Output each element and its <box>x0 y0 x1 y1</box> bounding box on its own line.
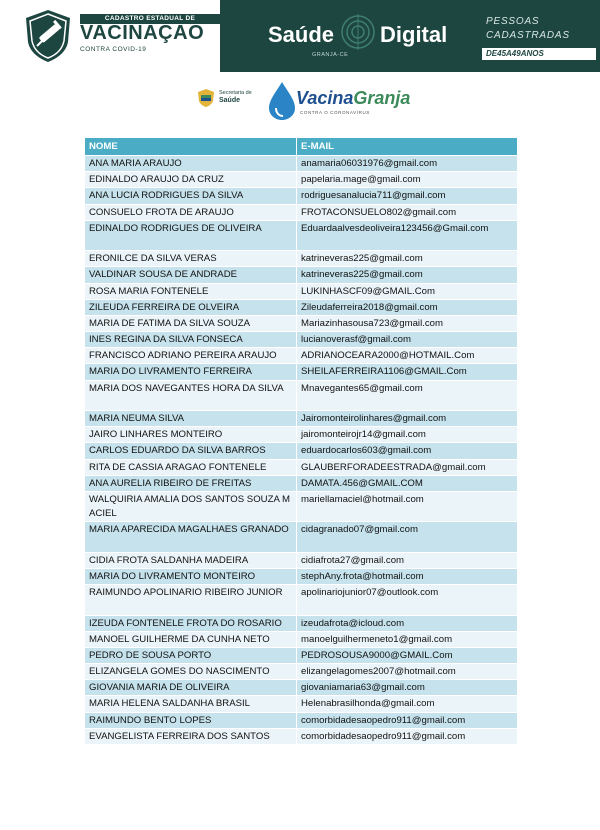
cadastro-subtitle: CONTRA COVID-19 <box>80 46 147 53</box>
person-name-cell: ANA MARIA ARAUJO <box>85 156 297 172</box>
person-email-cell: Jairomonteirolinhares@gmail.com <box>297 411 518 427</box>
digital-word: Digital <box>380 22 448 47</box>
person-name-cell: EDINALDO RODRIGUES DE OLIVEIRA <box>85 220 297 250</box>
vaccine-shield-icon <box>22 8 74 64</box>
secretaria-line2: Saúde <box>219 97 241 104</box>
person-name-cell: RAIMUNDO BENTO LOPES <box>85 712 297 728</box>
table-row <box>85 680 518 696</box>
secretaria-logo <box>196 88 264 108</box>
table-row <box>85 251 518 267</box>
person-email-cell: elizangelagomes2007@hotmail.com <box>297 664 518 680</box>
secretaria-line1: Secretaria de <box>219 90 252 96</box>
person-name-cell: GIOVANIA MARIA DE OLIVEIRA <box>85 680 297 696</box>
person-name-cell: EDINALDO ARAUJO DA CRUZ <box>85 172 297 188</box>
table-row <box>85 427 518 443</box>
table-row <box>85 728 518 744</box>
person-name-cell: MARIA DOS NAVEGANTES HORA DA SILVA <box>85 380 297 410</box>
cadastro-title: VACINAÇÃO <box>80 22 205 44</box>
table-row <box>85 585 518 615</box>
person-email-cell: Mnavegantes65@gmail.com <box>297 380 518 410</box>
person-email-cell: jairomonteirojr14@gmail.com <box>297 427 518 443</box>
person-name-cell: MARIA DO LIVRAMENTO MONTEIRO <box>85 568 297 584</box>
vacina-subtitle: CONTRA O CORONAVÍRUS <box>300 110 370 115</box>
person-email-cell: FROTACONSUELO802@gmail.com <box>297 204 518 220</box>
person-email-cell: apolinariojunior07@outlook.com <box>297 585 518 615</box>
table-row <box>85 491 518 521</box>
person-name-cell: ANA LUCIA RODRIGUES DA SILVA <box>85 188 297 204</box>
person-name-cell: ZILEUDA FERREIRA DE OLVEIRA <box>85 299 297 315</box>
person-email-cell: GLAUBERFORADEESTRADA@gmail.com <box>297 459 518 475</box>
person-email-cell: DAMATA.456@GMAIL.COM <box>297 475 518 491</box>
person-email-cell: rodriguesanalucia711@gmail.com <box>297 188 518 204</box>
person-name-cell: WALQUIRIA AMALIA DOS SANTOS SOUZA MACIEL <box>85 491 297 521</box>
person-name-cell: MANOEL GUILHERME DA CUNHA NETO <box>85 631 297 647</box>
table-row <box>85 315 518 331</box>
person-name-cell: ANA AURELIA RIBEIRO DE FREITAS <box>85 475 297 491</box>
table-row <box>85 552 518 568</box>
table-row <box>85 664 518 680</box>
person-email-cell: katrineveras225@gmail.com <box>297 267 518 283</box>
table-row <box>85 411 518 427</box>
table-row <box>85 220 518 250</box>
table-row <box>85 712 518 728</box>
vacina-word: Vacina <box>296 88 354 108</box>
header-banner <box>0 0 600 72</box>
table-row <box>85 364 518 380</box>
person-email-cell: lucianoverasf@gmail.com <box>297 332 518 348</box>
person-email-cell: Helenabrasilhonda@gmail.com <box>297 696 518 712</box>
table-row <box>85 443 518 459</box>
person-email-cell: anamaria06031976@gmail.com <box>297 156 518 172</box>
table-row <box>85 283 518 299</box>
table-row <box>85 188 518 204</box>
table-row <box>85 156 518 172</box>
person-email-cell: Eduardaalvesdeoliveira123456@Gmail.com <box>297 220 518 250</box>
person-email-cell: comorbidadesaopedro911@gmail.com <box>297 712 518 728</box>
person-name-cell: PEDRO DE SOUSA PORTO <box>85 647 297 663</box>
fingerprint-icon <box>338 12 378 52</box>
granja-word: Granja <box>353 88 411 108</box>
person-email-cell: mariellamaciel@hotmail.com <box>297 491 518 521</box>
age-range-badge: DE45A49ANOS <box>482 48 596 60</box>
table-row <box>85 459 518 475</box>
person-email-cell: cidagranado07@gmail.com <box>297 522 518 552</box>
cadastro-top-label: CADASTRO ESTADUAL DE <box>80 14 220 24</box>
table-row <box>85 299 518 315</box>
table-row <box>85 647 518 663</box>
person-name-cell: RITA DE CASSIA ARAGAO FONTENELE <box>85 459 297 475</box>
person-name-cell: IZEUDA FONTENELE FROTA DO ROSARIO <box>85 615 297 631</box>
person-name-cell: ELIZANGELA GOMES DO NASCIMENTO <box>85 664 297 680</box>
table-row <box>85 475 518 491</box>
person-email-cell: izeudafrota@icloud.com <box>297 615 518 631</box>
person-name-cell: CIDIA FROTA SALDANHA MADEIRA <box>85 552 297 568</box>
table-body <box>85 156 518 745</box>
person-email-cell: LUKINHASCF09@GMAIL.Com <box>297 283 518 299</box>
person-email-cell: comorbidadesaopedro911@gmail.com <box>297 728 518 744</box>
person-email-cell: giovaniamaria63@gmail.com <box>297 680 518 696</box>
person-email-cell: Mariazinhasousa723@gmail.com <box>297 315 518 331</box>
table-row <box>85 380 518 410</box>
saude-digital-panel <box>220 0 600 72</box>
column-header-email: E-MAIL <box>297 138 518 156</box>
person-email-cell: papelaria.mage@gmail.com <box>297 172 518 188</box>
person-email-cell: manoelguilhermeneto1@gmail.com <box>297 631 518 647</box>
person-name-cell: CARLOS EDUARDO DA SILVA BARROS <box>85 443 297 459</box>
table-row <box>85 172 518 188</box>
vacina-granja-logo <box>296 88 410 109</box>
table-row <box>85 631 518 647</box>
registered-people-table <box>84 137 518 745</box>
water-drop-icon <box>266 80 298 122</box>
person-name-cell: VALDINAR SOUSA DE ANDRADE <box>85 267 297 283</box>
table-row <box>85 204 518 220</box>
person-email-cell: ADRIANOCEARA2000@HOTMAIL.Com <box>297 348 518 364</box>
cadastro-logo-panel <box>0 0 220 72</box>
column-header-name: NOME <box>85 138 297 156</box>
person-email-cell: eduardocarlos603@gmail.com <box>297 443 518 459</box>
table-row <box>85 696 518 712</box>
cadastradas-label: CADASTRADAS <box>486 30 570 41</box>
person-name-cell: JAIRO LINHARES MONTEIRO <box>85 427 297 443</box>
person-email-cell: stephAny.frota@hotmail.com <box>297 568 518 584</box>
table-row <box>85 615 518 631</box>
person-name-cell: ERONILCE DA SILVA VERAS <box>85 251 297 267</box>
person-email-cell: SHEILAFERREIRA1106@GMAIL.Com <box>297 364 518 380</box>
table-row <box>85 522 518 552</box>
table-header-row <box>85 138 518 156</box>
person-name-cell: MARIA HELENA SALDANHA BRASIL <box>85 696 297 712</box>
person-email-cell: Zileudaferreira2018@gmail.com <box>297 299 518 315</box>
person-name-cell: MARIA NEUMA SILVA <box>85 411 297 427</box>
person-name-cell: FRANCISCO ADRIANO PEREIRA ARAUJO <box>85 348 297 364</box>
person-email-cell: PEDROSOUSA9000@GMAIL.Com <box>297 647 518 663</box>
person-name-cell: CONSUELO FROTA DE ARAUJO <box>85 204 297 220</box>
person-name-cell: ROSA MARIA FONTENELE <box>85 283 297 299</box>
person-name-cell: MARIA DE FATIMA DA SILVA SOUZA <box>85 315 297 331</box>
table-row <box>85 568 518 584</box>
person-name-cell: EVANGELISTA FERREIRA DOS SANTOS <box>85 728 297 744</box>
person-name-cell: INES REGINA DA SILVA FONSECA <box>85 332 297 348</box>
municipal-emblem-icon <box>196 88 216 108</box>
person-email-cell: katrineveras225@gmail.com <box>297 251 518 267</box>
saude-word: Saúde <box>268 22 335 47</box>
person-name-cell: RAIMUNDO APOLINARIO RIBEIRO JUNIOR <box>85 585 297 615</box>
table-row <box>85 332 518 348</box>
granja-caption: GRANJA-CE <box>312 52 349 58</box>
person-name-cell: MARIA DO LIVRAMENTO FERREIRA <box>85 364 297 380</box>
secretaria-text <box>219 90 252 105</box>
table-row <box>85 348 518 364</box>
pessoas-label: PESSOAS <box>486 16 540 27</box>
person-name-cell: MARIA APARECIDA MAGALHAES GRANADO <box>85 522 297 552</box>
table-row <box>85 267 518 283</box>
person-email-cell: cidiafrota27@gmail.com <box>297 552 518 568</box>
